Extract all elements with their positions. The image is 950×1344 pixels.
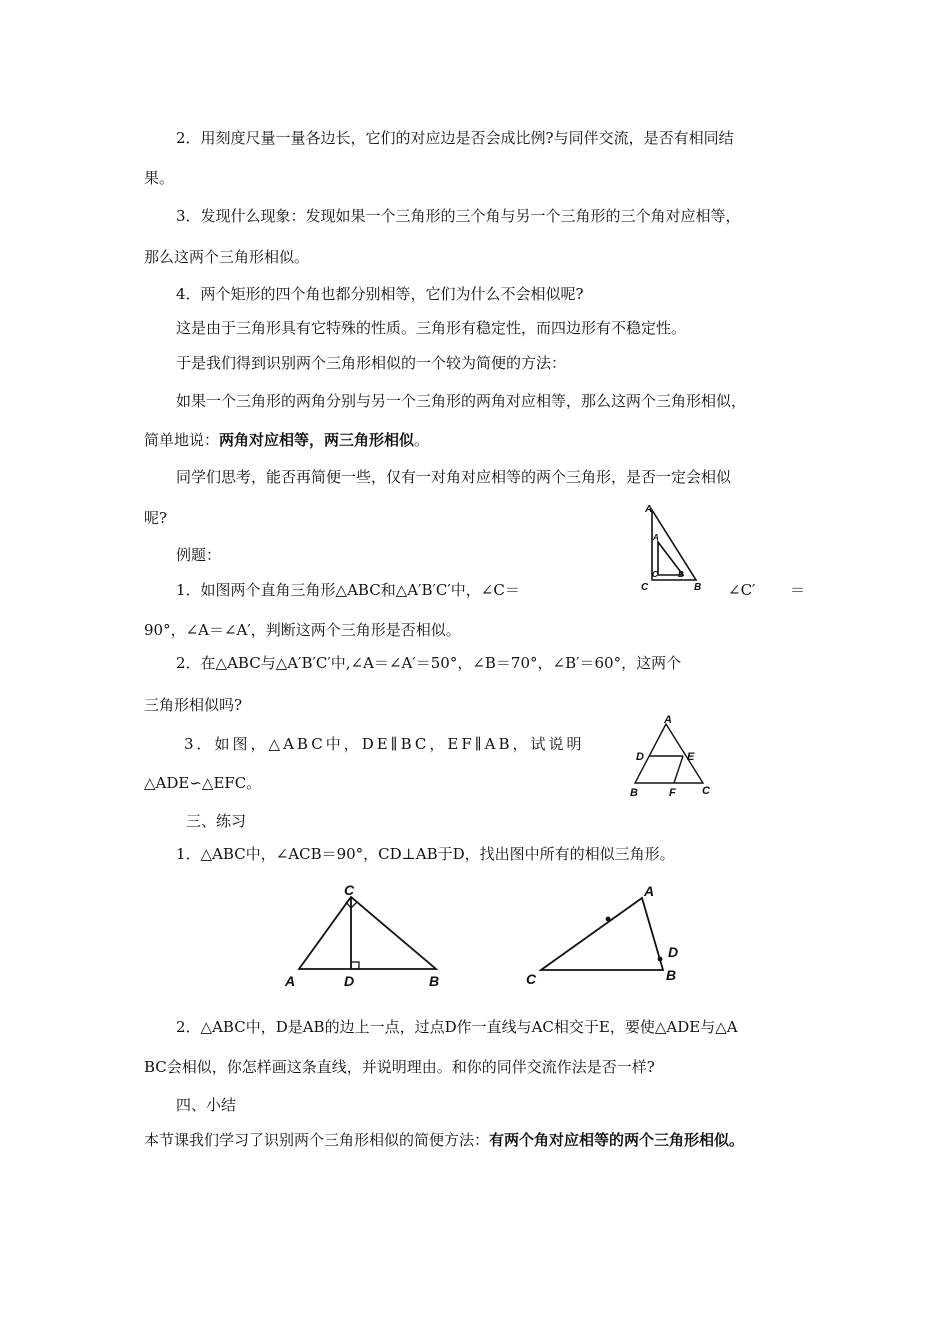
line-24 [144, 1130, 744, 1150]
label-f: F [669, 787, 676, 799]
line-9-bold: 两角对应相等，两三角形相似 [219, 431, 415, 449]
line-1: 2．用刻度尺量一量各边长，它们的对应边是否会成比例?与同伴交流，是否有相同结 [176, 129, 734, 147]
figure-point-d-triangle [520, 880, 695, 995]
label-e: E [687, 751, 695, 763]
line-10: 同学们思考，能否再简便一些，仅有一对角对应相等的两个三角形，是否一定会相似 [176, 468, 732, 486]
line-2: 果。 [144, 169, 175, 187]
label-d: D [636, 751, 644, 763]
line-14: 90°，∠A＝∠A′，判断这两个三角形是否相似。 [144, 621, 461, 639]
line-6: 这是由于三角形具有它特殊的性质。三角形有稳定性，而四边形有不稳定性。 [176, 319, 687, 337]
label-c: C [702, 785, 710, 797]
label-b-outer: B [694, 582, 702, 593]
line-24-bold: 有两个角对应相等的两个三角形相似。 [489, 1131, 745, 1149]
line-13c: ＝ [790, 581, 806, 599]
label-a-inner: A [653, 533, 659, 542]
triangle-abc [541, 898, 663, 970]
line-12: 例题： [176, 546, 222, 564]
label-a: A [644, 883, 655, 899]
line-9-lead: 简单地说： [144, 431, 220, 449]
line-16: 三角形相似吗? [144, 696, 243, 714]
line-22: BC会相似，你怎样画这条直线，并说明理由。和你的同伴交流作法是否一样? [144, 1058, 655, 1076]
figure-altitude-triangle [280, 880, 450, 995]
label-b: B [429, 973, 440, 989]
label-b-inner: B [678, 570, 684, 579]
figure-right-triangles [636, 500, 716, 595]
line-3: 3．发现什么现象：发现如果一个三角形的三个角与另一个三角形的三个角对应相等， [176, 207, 741, 225]
label-b: B [630, 787, 638, 799]
figure-triangle-de-ef [626, 710, 716, 800]
label-a: A [285, 973, 296, 989]
line-13a: 1．如图两个直角三角形△ABC和△A′B′C′中，∠C＝ [176, 581, 520, 599]
label-c-inner: C [652, 570, 658, 579]
line-11: 呢? [144, 509, 168, 527]
label-c-outer: C [641, 582, 649, 593]
line-5: 4．两个矩形的四个角也都分别相等，它们为什么不会相似呢? [176, 285, 584, 303]
label-b: B [666, 967, 677, 983]
label-d: D [344, 973, 355, 989]
line-17: 3．如图，△ABC中，DE∥BC，EF∥AB，试说明 [184, 735, 585, 753]
point-d [658, 957, 663, 962]
line-20: 1．△ABC中，∠ACB＝90°，CD⊥AB于D，找出图中所有的相似三角形。 [176, 845, 675, 863]
line-18: △ADE∽△EFC。 [144, 774, 262, 792]
label-c: C [526, 971, 537, 987]
line-9 [144, 430, 429, 450]
line-15: 2．在△ABC与△A′B′C′中,∠A＝∠A′＝50°，∠B＝70°，∠B′＝60°，这两个 [176, 654, 682, 672]
line-4: 那么这两个三角形相似。 [144, 248, 310, 266]
line-9-end: 。 [414, 431, 430, 449]
label-d: D [668, 944, 679, 960]
line-23: 四、小结 [176, 1096, 237, 1114]
segment-ef [674, 756, 683, 783]
line-7: 于是我们得到识别两个三角形相似的一个较为简便的方法： [176, 354, 567, 372]
label-a: A [664, 714, 672, 726]
right-angle-d [351, 962, 359, 969]
line-21: 2．△ABC中，D是AB的边上一点，过点D作一直线与AC相交于E，要使△ADE与△A [176, 1018, 738, 1036]
point-on-ac [606, 917, 611, 922]
triangle-acb [299, 897, 436, 969]
line-13b: ∠C′ [728, 581, 756, 599]
line-8: 如果一个三角形的两角分别与另一个三角形的两角对应相等，那么这两个三角形相似， [176, 392, 747, 410]
label-c: C [344, 882, 355, 898]
label-a-outer: A [645, 504, 653, 515]
line-24-lead: 本节课我们学习了识别两个三角形相似的简便方法： [144, 1131, 490, 1149]
line-19: 三、练习 [186, 812, 247, 830]
